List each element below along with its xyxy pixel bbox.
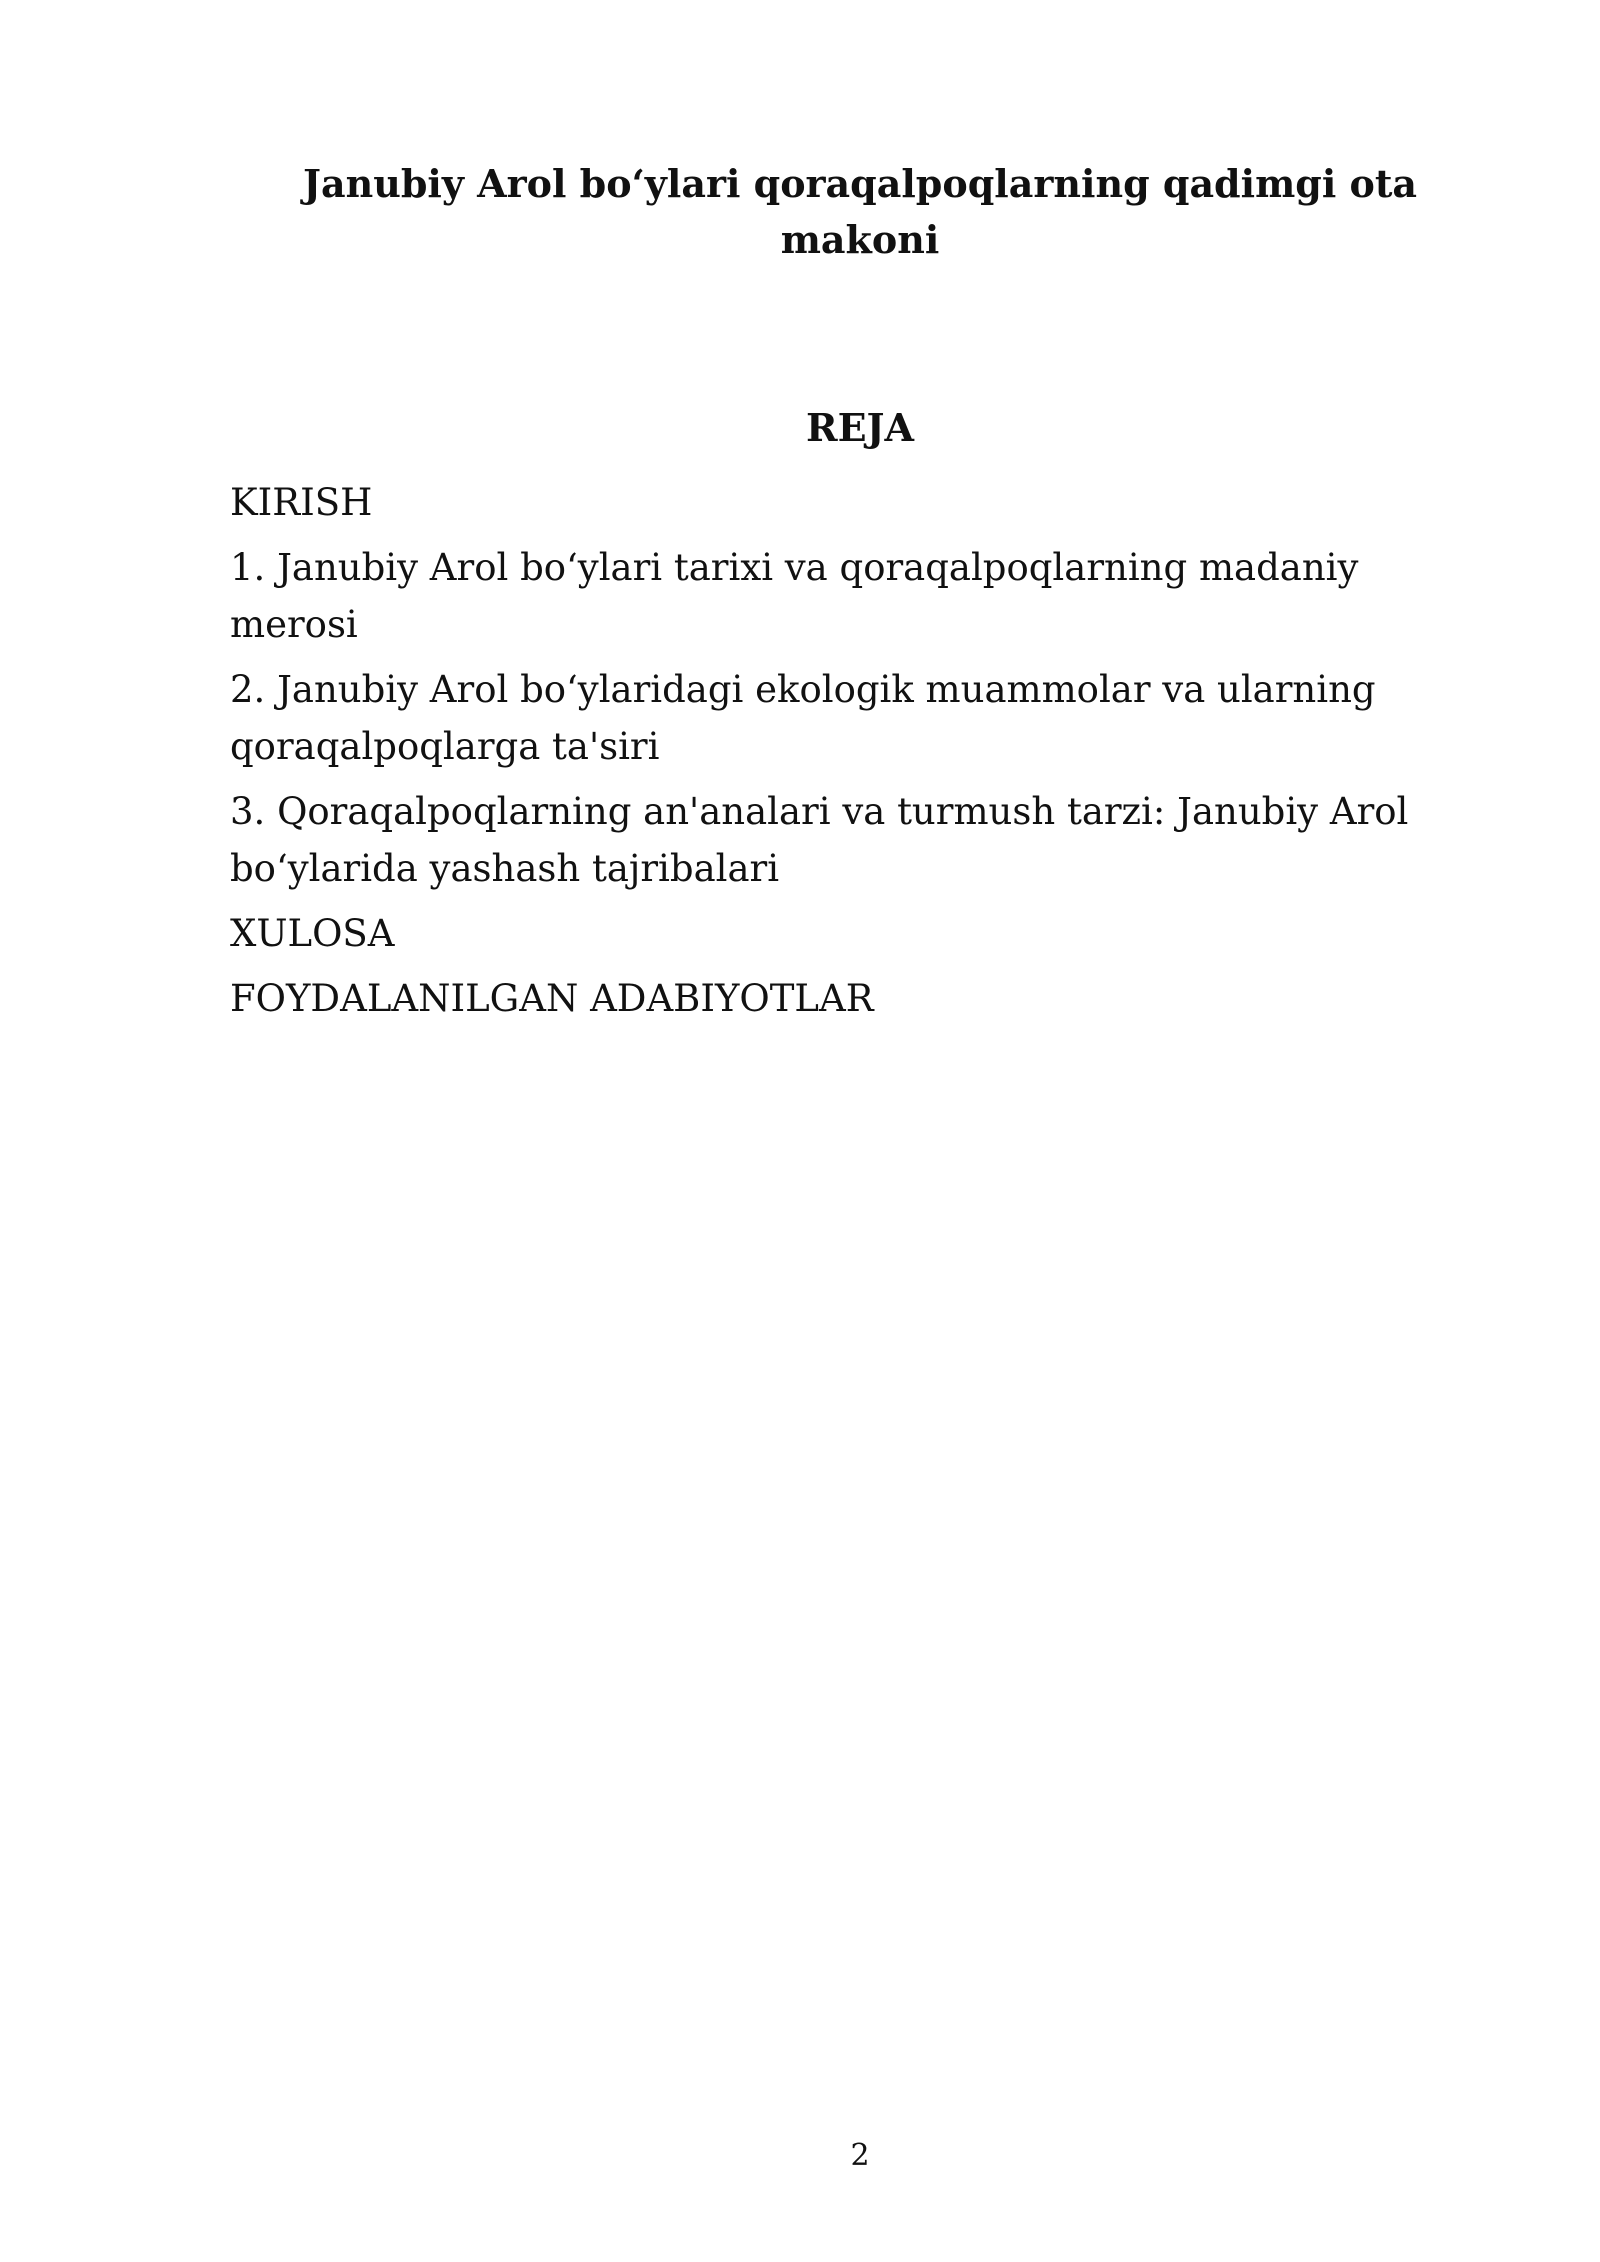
plan-item-3: 3. Qoraqalpoqlarning an'analari va turmush tarzi: Janubiy Arol bo‘ylarida yashash tajribalari [230, 790, 1409, 890]
plan-item-introduction: KIRISH [230, 481, 373, 524]
plan-item-references: FOYDALANILGAN ADABIYOTLAR [230, 977, 874, 1020]
plan-item-2: 2. Janubiy Arol bo‘ylaridagi ekologik muammolar va ularning qoraqalpoqlarga ta'siri [230, 668, 1376, 768]
plan-item-1: 1. Janubiy Arol bo‘ylari tarixi va qoraqalpoqlarning madaniy merosi [230, 546, 1359, 646]
plan-heading: REJA [805, 405, 914, 450]
plan-list [230, 474, 1460, 1035]
page-number: 2 [850, 2138, 870, 2173]
plan-item-conclusion: XULOSA [230, 912, 395, 955]
document-title: Janubiy Arol bo‘ylari qoraqalpoqlarning qadimgi ota makoni [302, 161, 1418, 262]
